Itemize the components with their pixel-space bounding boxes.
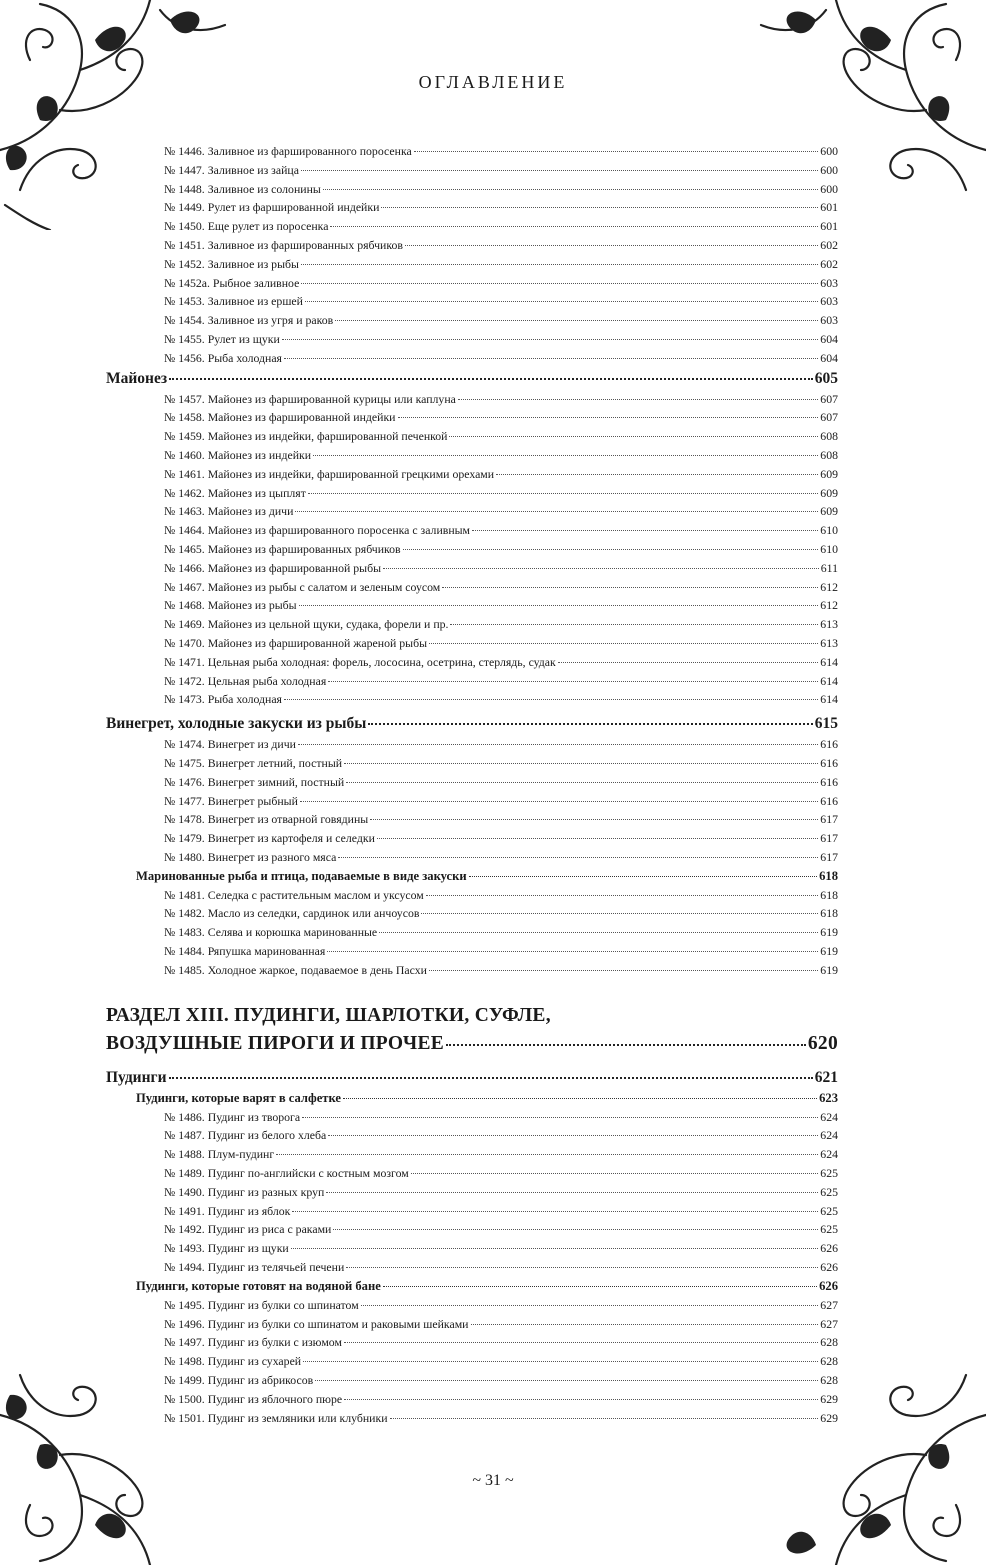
toc-section-vinegret[interactable] [106,713,838,735]
dot-leader [344,1342,818,1343]
entry-title: № 1459. Майонез из индейки, фаршированной печенкой [164,429,448,444]
entry-title: № 1477. Винегрет рыбный [164,793,298,808]
toc-entry[interactable] [106,484,838,503]
toc-entry[interactable] [106,465,838,484]
entry-title: № 1452а. Рыбное заливное [164,275,300,290]
toc-entry[interactable] [106,690,838,709]
toc-entry[interactable] [106,311,838,330]
toc-entry[interactable] [106,754,838,773]
dot-leader [330,226,818,227]
toc-entry[interactable] [106,792,838,811]
dot-leader [335,320,818,321]
entry-title: № 1479. Винегрет из картофеля и селедки [164,831,375,846]
dot-leader [377,838,818,839]
page-number: 617 [820,849,838,864]
toc-entry[interactable] [106,236,838,255]
page-number: 602 [820,237,838,252]
dot-leader [370,819,818,820]
page-number: 610 [820,541,838,556]
entry-title: № 1494. Пудинг из телячьей печени [164,1260,345,1275]
toc-entry[interactable] [106,161,838,180]
dot-leader [429,643,818,644]
subsection-title: Маринованные рыба и птица, подаваемые в виде закуски [136,868,467,883]
page-number: 619 [820,944,838,959]
toc-entry[interactable] [106,408,838,427]
dot-leader [558,662,819,663]
toc-part-xiii[interactable] [106,1002,838,1059]
page-number: 613 [820,617,838,632]
page-number: 608 [820,429,838,444]
toc-entry[interactable] [106,1108,838,1127]
page-number: 627 [820,1297,838,1312]
toc-entry[interactable] [106,653,838,672]
page-number: 618 [819,868,838,883]
toc-subsection-marinovannye[interactable] [106,867,838,886]
page-number: 604 [820,350,838,365]
page-number: 603 [820,313,838,328]
page-number: 608 [820,447,838,462]
page-number: 609 [820,504,838,519]
dot-leader [429,970,818,971]
dot-leader [305,301,818,302]
entry-title: № 1485. Холодное жаркое, подаваемое в день Пасхи [164,962,427,977]
page-number: 619 [820,962,838,977]
dot-leader [472,530,818,531]
entry-title: № 1473. Рыба холодная [164,692,282,707]
page-number: 627 [820,1316,838,1331]
entry-title: № 1463. Майонез из дичи [164,504,294,519]
dot-leader [390,1418,819,1419]
entry-title: № 1450. Еще рулет из поросенка [164,219,329,234]
entry-title: № 1497. Пудинг из булки с изюмом [164,1335,342,1350]
entry-title: № 1466. Майонез из фаршированной рыбы [164,560,382,575]
entry-title: № 1474. Винегрет из дичи [164,737,296,752]
entry-title: № 1453. Заливное из ершей [164,294,303,309]
toc-group-vodyanaya-banya [106,1296,838,1428]
toc-section-pudingi[interactable] [106,1067,838,1089]
page-number: 613 [820,635,838,650]
toc-entry[interactable] [106,1202,838,1221]
page-number: 620 [807,1032,838,1054]
entry-title: № 1468. Майонез из рыбы [164,598,297,613]
toc-group-salfetka [106,1108,838,1277]
dot-leader [421,913,818,914]
entry-title: № 1490. Пудинг из разных круп [164,1184,325,1199]
dot-leader [328,681,818,682]
toc-entry[interactable] [106,292,838,311]
entry-title: № 1449. Рулет из фаршированной индейки [164,200,380,215]
page-number: 612 [820,598,838,613]
page-number: 617 [820,831,838,846]
dot-leader [379,932,818,933]
entry-title: № 1446. Заливное из фаршированного поросенка [164,144,412,158]
toc-entry[interactable] [106,1315,838,1334]
entry-title: № 1456. Рыба холодная [164,350,282,365]
toc-entry[interactable] [106,1220,838,1239]
entry-title: № 1467. Майонез из рыбы с салатом и зеленым соусом [164,579,441,594]
page-number: 615 [814,715,838,733]
page-number: 616 [820,737,838,752]
toc-entry[interactable] [106,1239,838,1258]
toc-group-zalivnoe [106,142,838,368]
page-number: 614 [820,692,838,707]
page-number: 628 [820,1373,838,1388]
dot-leader [295,511,818,512]
toc-entry[interactable] [106,634,838,653]
entry-title: № 1487. Пудинг из белого хлеба [164,1128,327,1143]
page-number: 629 [820,1410,838,1425]
entry-title: № 1486. Пудинг из творога [164,1109,301,1124]
toc-entry[interactable] [106,923,838,942]
page-number: 616 [820,793,838,808]
page-number: 616 [820,755,838,770]
dot-leader [403,549,819,550]
dot-leader [299,605,819,606]
entry-title: № 1472. Цельная рыба холодная [164,673,327,688]
toc-entry[interactable] [106,1409,838,1428]
dot-leader [284,358,818,359]
entry-title: № 1455. Рулет из щуки [164,331,280,346]
toc-entry[interactable] [106,578,838,597]
subsection-title: Пудинги, которые готовят на водяной бане [136,1278,381,1293]
entry-title: № 1452. Заливное из рыбы [164,256,299,271]
toc-entry[interactable] [106,198,838,217]
page-number: 628 [820,1354,838,1369]
entry-title: № 1470. Майонез из фаршированной жареной рыбы [164,635,428,650]
entry-title: № 1498. Пудинг из сухарей [164,1354,302,1369]
page-number-footer: ~ 31 ~ [472,1472,514,1489]
part-title-line2: ВОЗДУШНЫЕ ПИРОГИ И ПРОЧЕЕ [106,1032,445,1054]
page-number: 600 [820,144,838,158]
section-title: Майонез [106,369,168,387]
dot-leader [301,170,818,171]
page-header: ОГЛАВЛЕНИЕ [418,72,568,92]
dot-leader [398,417,819,418]
dot-leader [333,1229,818,1230]
entry-title: № 1492. Пудинг из риса с раками [164,1222,332,1237]
toc-entry[interactable] [106,1352,838,1371]
dot-leader [302,1117,818,1118]
dot-leader [442,587,818,588]
dot-leader [326,1192,818,1193]
toc-entry[interactable] [106,217,838,236]
toc-entry[interactable] [106,1183,838,1202]
entry-title: № 1493. Пудинг из щуки [164,1241,289,1256]
entry-title: № 1482. Масло из селедки, сардинок или анчоусов [164,906,420,921]
page-number: 626 [820,1260,838,1275]
dot-leader [361,1305,819,1306]
page-number: 614 [820,654,838,669]
dot-leader [291,1248,819,1249]
toc-entry[interactable] [106,274,838,293]
dot-leader [282,339,818,340]
entry-title: № 1447. Заливное из зайца [164,162,299,177]
entry-title: № 1501. Пудинг из земляники или клубники [164,1410,388,1425]
toc-entry[interactable] [106,810,838,829]
dot-leader [344,763,818,764]
dot-leader [315,1380,818,1381]
page-number: 610 [820,523,838,538]
page-number: 621 [814,1068,838,1086]
toc-group-marinovannye [106,886,838,980]
dot-leader [276,1154,818,1155]
page-number: 624 [820,1147,838,1162]
toc-entry[interactable] [106,521,838,540]
toc-entry[interactable] [106,390,838,409]
toc-section-mayonez[interactable] [106,368,838,390]
page-number: 628 [820,1335,838,1350]
toc-entry[interactable] [106,1333,838,1352]
toc-entry[interactable] [106,502,838,521]
toc-entry[interactable] [106,886,838,905]
toc-entry[interactable] [106,559,838,578]
page-number: 609 [820,485,838,500]
dot-leader [344,1399,818,1400]
dot-leader [169,1077,813,1079]
dot-leader [383,1286,817,1287]
dot-leader [292,1211,818,1212]
page-number: 616 [820,774,838,789]
page-number: 609 [820,466,838,481]
toc-entry[interactable] [106,427,838,446]
entry-title: № 1481. Селедка с растительным маслом и уксусом [164,887,424,902]
dot-leader [327,951,818,952]
table-of-contents [106,142,838,1427]
page-number: 612 [820,579,838,594]
page-number: 603 [820,294,838,309]
toc-entry[interactable] [106,773,838,792]
page-number: 601 [820,219,838,234]
entry-title: № 1500. Пудинг из яблочного пюре [164,1391,343,1406]
page-number: 601 [820,200,838,215]
page-number: 625 [820,1166,838,1181]
dot-leader [323,189,818,190]
toc-entry[interactable] [106,672,838,691]
dot-leader [411,1173,819,1174]
page-number: 600 [820,181,838,196]
dot-leader [338,857,818,858]
entry-title: № 1462. Майонез из цыплят [164,485,306,500]
toc-entry[interactable] [106,1296,838,1315]
dot-leader [449,436,818,437]
page-number: 626 [819,1278,838,1293]
dot-leader [469,876,817,877]
toc-entry[interactable] [106,349,838,368]
dot-leader [458,399,818,400]
dot-leader [414,151,819,152]
dot-leader [301,264,818,265]
page-number: 611 [820,560,838,575]
page-number: 607 [820,391,838,406]
toc-entry[interactable] [106,446,838,465]
toc-entry[interactable] [106,1390,838,1409]
dot-leader [301,283,818,284]
dot-leader [450,624,818,625]
dot-leader [328,1135,818,1136]
page-number: 602 [820,256,838,271]
toc-entry[interactable] [106,735,838,754]
page-number: 618 [820,906,838,921]
page-number: 619 [820,925,838,940]
page-number: 625 [820,1203,838,1218]
entry-title: № 1488. Плум-пудинг [164,1147,275,1162]
toc-subsection-salfetka[interactable] [106,1089,838,1108]
entry-title: № 1469. Майонез из цельной щуки, судака, форели и пр. [164,617,449,632]
toc-entry[interactable] [106,1164,838,1183]
page-number: 626 [820,1241,838,1256]
entry-title: № 1499. Пудинг из абрикосов [164,1373,314,1388]
dot-leader [383,568,819,569]
dot-leader [284,699,818,700]
subsection-title: Пудинги, которые варят в салфетке [136,1090,342,1105]
dot-leader [368,723,812,725]
toc-entry[interactable] [106,1126,838,1145]
dot-leader [405,245,818,246]
page-number: 600 [820,162,838,177]
toc-entry[interactable] [106,142,838,161]
dot-leader [313,455,818,456]
toc-entry[interactable] [106,829,838,848]
entry-title: № 1448. Заливное из солонины [164,181,321,196]
entry-title: № 1451. Заливное из фаршированных рябчиков [164,237,403,252]
entry-title: № 1464. Майонез из фаршированного поросенка с заливным [164,523,471,538]
dot-leader [346,1267,818,1268]
section-title: Винегрет, холодные закуски из рыбы [106,715,367,733]
dot-leader [300,801,818,802]
dot-leader [303,1361,818,1362]
dot-leader [308,493,818,494]
entry-title: № 1475. Винегрет летний, постный [164,755,343,770]
entry-title: № 1480. Винегрет из разного мяса [164,849,337,864]
entry-title: № 1471. Цельная рыба холодная: форель, лососина, осетрина, стерлядь, судак [164,654,556,669]
toc-entry[interactable] [106,596,838,615]
entry-title: № 1491. Пудинг из яблок [164,1203,291,1218]
toc-entry[interactable] [106,1371,838,1390]
toc-entry[interactable] [106,904,838,923]
entry-title: № 1457. Майонез из фаршированной курицы или каплуна [164,391,456,406]
dot-leader [298,744,818,745]
dot-leader [343,1098,817,1099]
entry-title: № 1454. Заливное из угря и раков [164,313,334,328]
toc-entry[interactable] [106,1145,838,1164]
dot-leader [346,782,818,783]
entry-title: № 1478. Винегрет из отварной говядины [164,812,369,827]
page-number: 629 [820,1391,838,1406]
dot-leader [496,474,818,475]
section-title: Пудинги [106,1068,167,1086]
page-number: 614 [820,673,838,688]
page-number: 607 [820,410,838,425]
toc-group-mayonez [106,390,838,710]
part-title-line1: РАЗДЕЛ XIII. ПУДИНГИ, ШАРЛОТКИ, СУФЛЕ, [106,1004,551,1026]
page-number: 625 [820,1222,838,1237]
toc-entry[interactable] [106,848,838,867]
entry-title: № 1496. Пудинг из булки со шпинатом и раковыми шейками [164,1316,469,1331]
toc-entry[interactable] [106,615,838,634]
entry-title: № 1483. Селява и корюшка маринованные [164,925,378,940]
dot-leader [446,1044,806,1046]
toc-entry[interactable] [106,255,838,274]
page-number: 618 [820,887,838,902]
dot-leader [169,378,813,380]
page-number: 624 [820,1128,838,1143]
toc-subsection-vodyanaya-banya[interactable] [106,1277,838,1296]
toc-group-vinegret [106,735,838,867]
page-number: 604 [820,331,838,346]
entry-title: № 1484. Ряпушка маринованная [164,944,326,959]
part-title-line2-row [106,1029,838,1059]
entry-title: № 1461. Майонез из индейки, фаршированной грецкими орехами [164,466,495,481]
toc-entry[interactable] [106,540,838,559]
dot-leader [381,207,818,208]
toc-entry[interactable] [106,961,838,980]
entry-title: № 1465. Майонез из фаршированных рябчиков [164,541,401,556]
entry-title: № 1495. Пудинг из булки со шпинатом [164,1297,359,1312]
page-number: 623 [819,1090,838,1105]
dot-leader [471,1324,819,1325]
entry-title: № 1460. Майонез из индейки [164,447,312,462]
entry-title: № 1489. Пудинг по-английски с костным мозгом [164,1166,409,1181]
page-number: 624 [820,1109,838,1124]
toc-entry[interactable] [106,330,838,349]
toc-entry[interactable] [106,942,838,961]
dot-leader [426,895,819,896]
page-number: 625 [820,1184,838,1199]
toc-entry[interactable] [106,1258,838,1277]
entry-title: № 1458. Майонез из фаршированной индейки [164,410,396,425]
toc-entry[interactable] [106,180,838,199]
page-number: 603 [820,275,838,290]
page-number: 605 [814,369,838,387]
page-number: 617 [820,812,838,827]
entry-title: № 1476. Винегрет зимний, постный [164,774,345,789]
